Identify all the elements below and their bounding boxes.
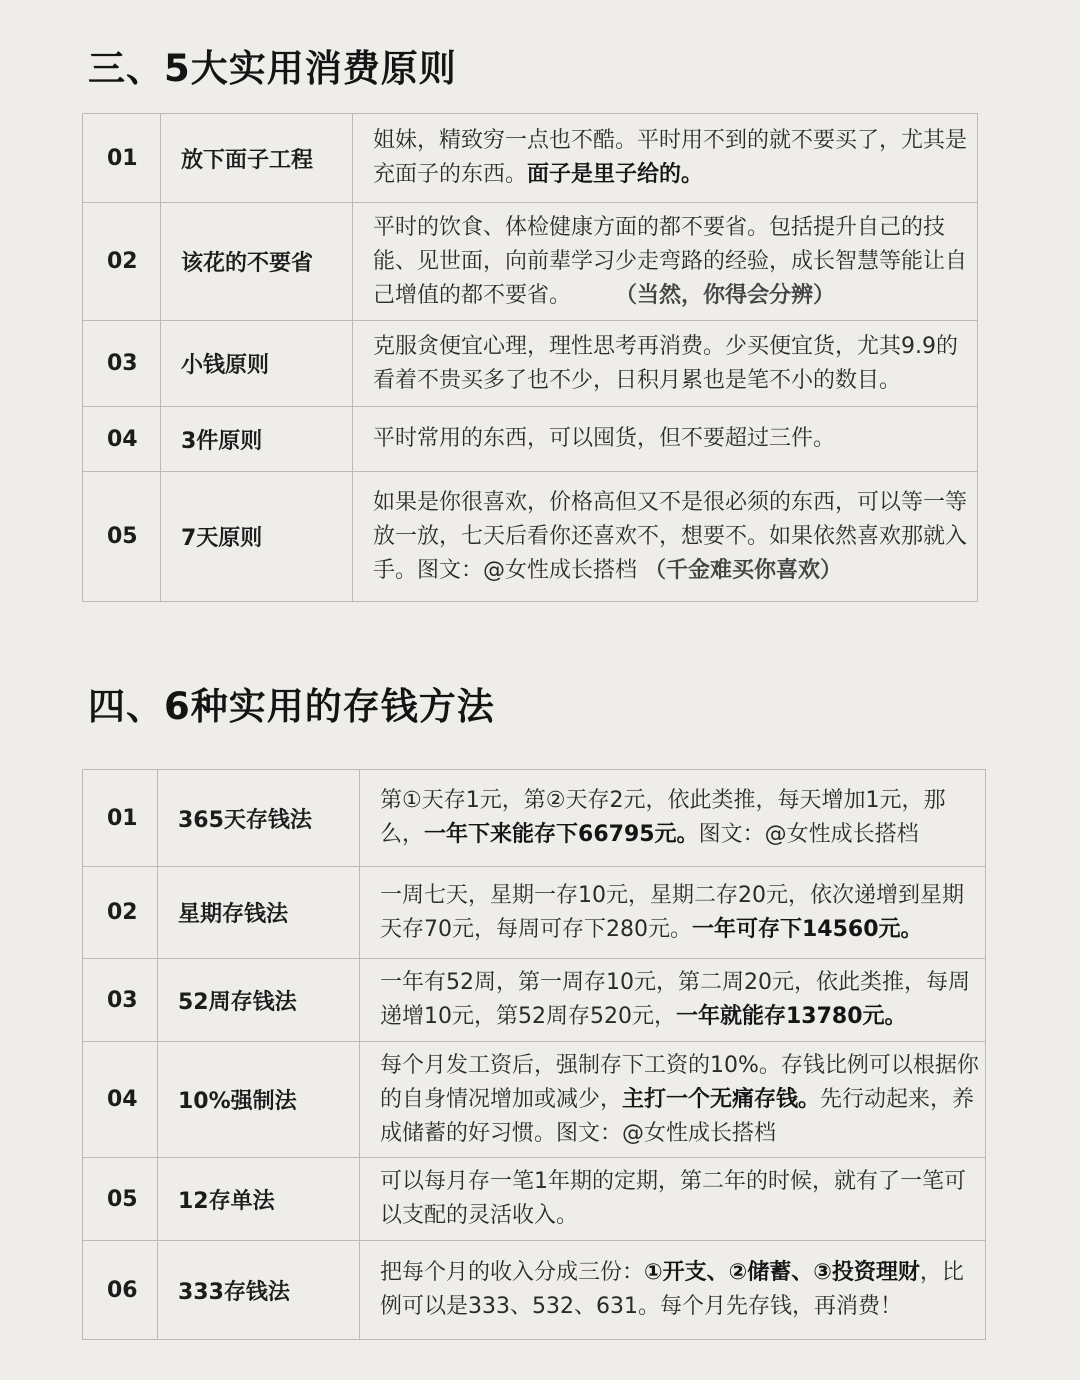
method-description: 把每个月的收入分成三份：①开支、②储蓄、③投资理财，比例可以是333、532、631。每个月先存钱，再消费！ bbox=[360, 1241, 986, 1340]
consumption-principles-table bbox=[82, 113, 978, 602]
row-number: 03 bbox=[83, 321, 161, 407]
row-number: 05 bbox=[83, 1158, 158, 1241]
table-row bbox=[83, 321, 978, 407]
method-name: 12存单法 bbox=[158, 1158, 360, 1241]
table-row bbox=[83, 770, 986, 867]
table-row bbox=[83, 472, 978, 602]
table-row bbox=[83, 114, 978, 203]
method-name: 10%强制法 bbox=[158, 1042, 360, 1158]
method-description: 可以每月存一笔1年期的定期，第二年的时候，就有了一笔可以支配的灵活收入。 bbox=[360, 1158, 986, 1241]
row-number: 03 bbox=[83, 959, 158, 1042]
table-row bbox=[83, 1158, 986, 1241]
principle-name: 3件原则 bbox=[161, 407, 353, 472]
principle-name: 该花的不要省 bbox=[161, 203, 353, 321]
row-number: 04 bbox=[83, 407, 161, 472]
row-number: 01 bbox=[83, 770, 158, 867]
table-row bbox=[83, 959, 986, 1042]
method-description: 每个月发工资后，强制存下工资的10%。存钱比例可以根据你的自身情况增加或减少，主打一个无痛存钱。先行动起来，养成储蓄的好习惯。图文：@女性成长搭档 bbox=[360, 1042, 986, 1158]
section-title-consumption: 三、5大实用消费原则 bbox=[88, 47, 457, 90]
principle-description: 克服贪便宜心理，理性思考再消费。少买便宜货，尤其9.9的看着不贵买多了也不少，日积月累也是笔不小的数目。 bbox=[353, 321, 978, 407]
table-row bbox=[83, 867, 986, 959]
principle-name: 小钱原则 bbox=[161, 321, 353, 407]
method-name: 333存钱法 bbox=[158, 1241, 360, 1340]
method-name: 52周存钱法 bbox=[158, 959, 360, 1042]
section-title-saving: 四、6种实用的存钱方法 bbox=[88, 685, 495, 728]
row-number: 06 bbox=[83, 1241, 158, 1340]
principle-description: 姐妹，精致穷一点也不酷。平时用不到的就不要买了，尤其是充面子的东西。面子是里子给的。 bbox=[353, 114, 978, 203]
table-row bbox=[83, 1241, 986, 1340]
row-number: 01 bbox=[83, 114, 161, 203]
method-description: 一年有52周，第一周存10元，第二周20元，依此类推，每周递增10元，第52周存520元，一年就能存13780元。 bbox=[360, 959, 986, 1042]
table-row bbox=[83, 203, 978, 321]
method-name: 365天存钱法 bbox=[158, 770, 360, 867]
table-row bbox=[83, 1042, 986, 1158]
principle-description: 平时的饮食、体检健康方面的都不要省。包括提升自己的技能、见世面，向前辈学习少走弯路的经验，成长智慧等能让自己增值的都不要省。 （当然，你得会分辨） bbox=[353, 203, 978, 321]
table-row bbox=[83, 407, 978, 472]
row-number: 02 bbox=[83, 867, 158, 959]
principle-name: 放下面子工程 bbox=[161, 114, 353, 203]
saving-methods-table bbox=[82, 769, 986, 1340]
row-number: 05 bbox=[83, 472, 161, 602]
principle-name: 7天原则 bbox=[161, 472, 353, 602]
row-number: 04 bbox=[83, 1042, 158, 1158]
method-description: 第①天存1元，第②天存2元，依此类推，每天增加1元，那么，一年下来能存下66795元。图文：@女性成长搭档 bbox=[360, 770, 986, 867]
method-description: 一周七天，星期一存10元，星期二存20元，依次递增到星期天存70元，每周可存下280元。一年可存下14560元。 bbox=[360, 867, 986, 959]
row-number: 02 bbox=[83, 203, 161, 321]
principle-description: 如果是你很喜欢，价格高但又不是很必须的东西，可以等一等放一放，七天后看你还喜欢不，想要不。如果依然喜欢那就入手。图文：@女性成长搭档 （千金难买你喜欢） bbox=[353, 472, 978, 602]
principle-description: 平时常用的东西，可以囤货，但不要超过三件。 bbox=[353, 407, 978, 472]
method-name: 星期存钱法 bbox=[158, 867, 360, 959]
